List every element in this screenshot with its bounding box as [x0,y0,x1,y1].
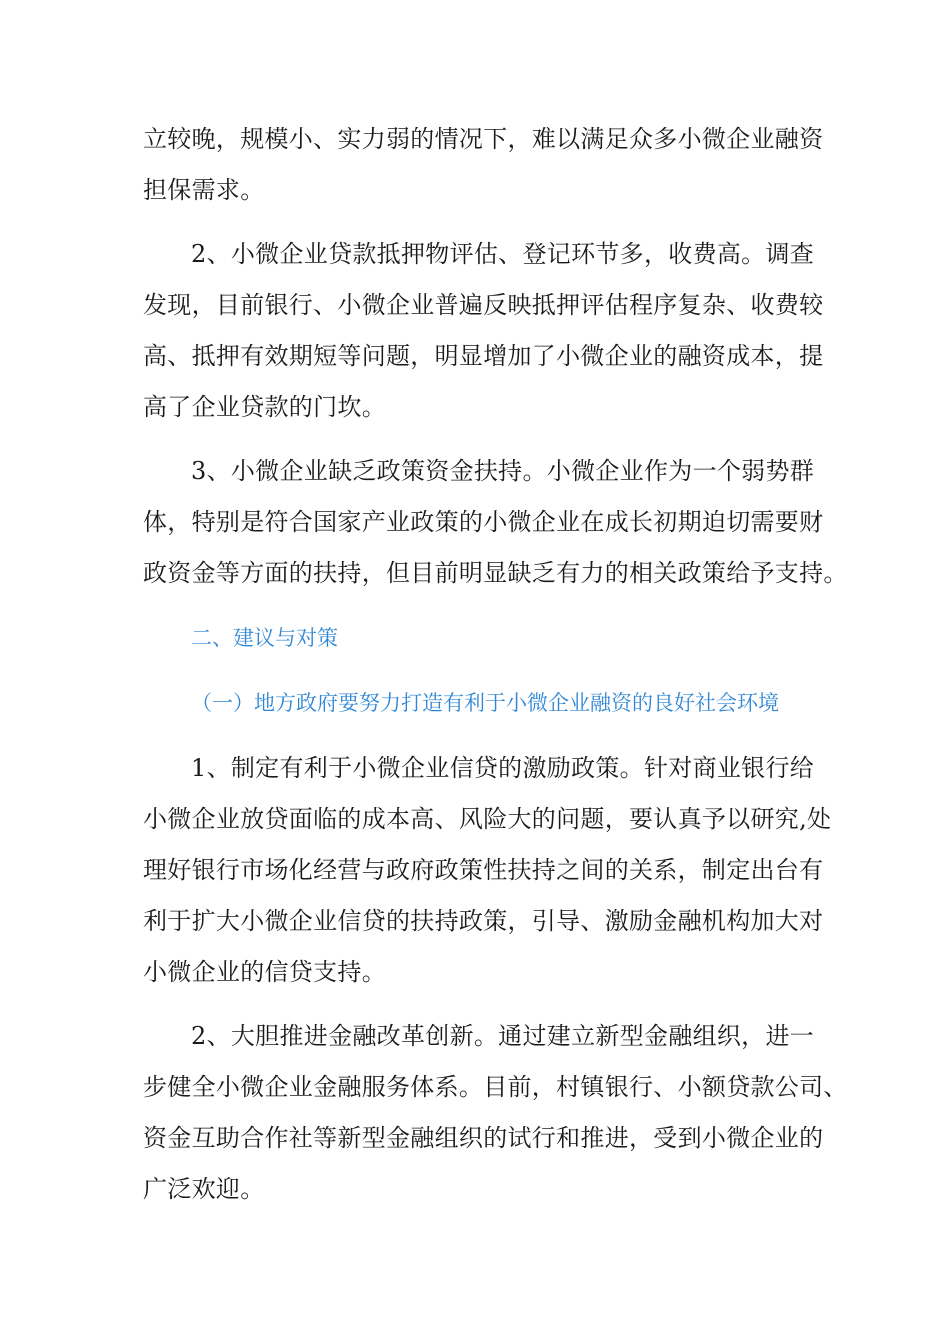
paragraph-4-line-4: 利于扩大小微企业信贷的扶持政策，引导、激励金融机构加大对 [143,907,824,935]
paragraph-2-line-1: 2、小微企业贷款抵押物评估、登记环节多，收费高。调查 [191,240,815,268]
paragraph-2-line-4: 高了企业贷款的门坎。 [143,393,386,421]
paragraph-5-line-1: 2、大胆推进金融改革创新。通过建立新型金融组织，进一 [191,1022,815,1050]
paragraph-5-line-4: 广泛欢迎。 [143,1175,265,1203]
paragraph-4-line-1: 1、制定有利于小微企业信贷的激励政策。针对商业银行给 [191,754,815,782]
paragraph-4-line-3: 理好银行市场化经营与政府政策性扶持之间的关系，制定出台有 [143,856,824,884]
paragraph-4-line-5: 小微企业的信贷支持。 [143,958,386,986]
subsection-heading: （一）地方政府要努力打造有利于小微企业融资的良好社会环境 [191,691,779,715]
paragraph-3-line-3: 政资金等方面的扶持，但目前明显缺乏有力的相关政策给予支持。 [143,559,848,587]
paragraph-5-line-2: 步健全小微企业金融服务体系。目前，村镇银行、小额贷款公司、 [143,1073,848,1101]
paragraph-5-line-3: 资金互助合作社等新型金融组织的试行和推进，受到小微企业的 [143,1124,824,1152]
paragraph-1-line-2: 担保需求。 [143,176,265,204]
paragraph-1-line-1: 立较晚，规模小、实力弱的情况下，难以满足众多小微企业融资 [143,125,824,153]
paragraph-3-line-2: 体，特别是符合国家产业政策的小微企业在成长初期迫切需要财 [143,508,824,536]
paragraph-2-line-3: 高、抵押有效期短等问题，明显增加了小微企业的融资成本，提 [143,342,824,370]
paragraph-2-line-2: 发现，目前银行、小微企业普遍反映抵押评估程序复杂、收费较 [143,291,824,319]
section-heading: 二、建议与对策 [191,626,338,650]
paragraph-4-line-2: 小微企业放贷面临的成本高、风险大的问题，要认真予以研究,处 [143,805,832,833]
paragraph-3-line-1: 3、小微企业缺乏政策资金扶持。小微企业作为一个弱势群 [191,457,815,485]
